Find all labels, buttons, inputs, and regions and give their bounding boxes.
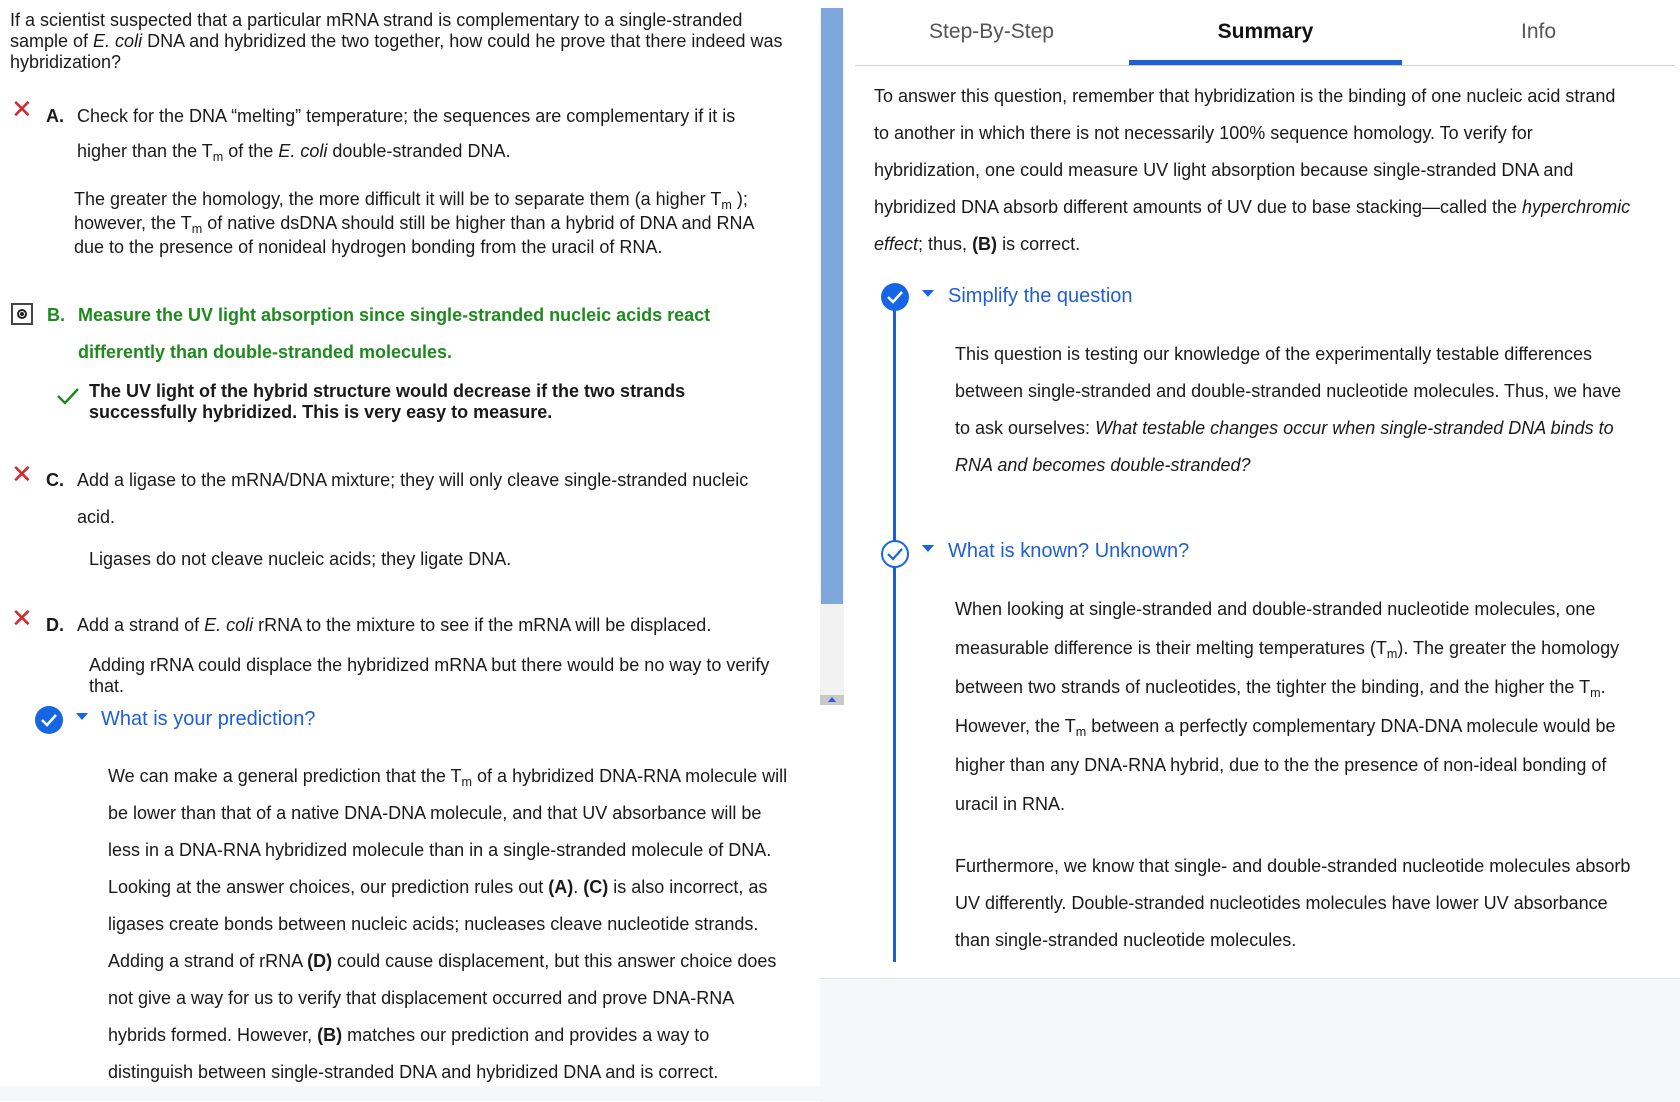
simplify-line bbox=[955, 447, 1670, 484]
option-c[interactable] bbox=[77, 470, 817, 528]
text-part: to ask ourselves: bbox=[955, 418, 1096, 438]
option-a-italic: E. coli bbox=[278, 141, 328, 161]
expl-line: that. bbox=[89, 676, 125, 696]
simplify-line: between single-stranded and double-stranded nucleotide molecules. Thus, we have bbox=[955, 381, 1622, 401]
option-a[interactable] bbox=[77, 106, 817, 162]
tab-step-by-step[interactable]: Step-By-Step bbox=[929, 20, 1054, 43]
text-part: between two strands of nucleotides, the tighter the binding, and the higher the T bbox=[955, 677, 1591, 697]
known-unknown-toggle[interactable]: What is known? Unknown? bbox=[948, 540, 1190, 562]
text-part: We can make a general prediction that the T bbox=[108, 766, 462, 786]
check-glyph-icon bbox=[881, 283, 909, 311]
known-line: UV differently. Double-stranded nucleotides molecules have lower UV absorbance bbox=[955, 893, 1608, 913]
prediction-toggle[interactable]: What is your prediction? bbox=[101, 708, 316, 730]
question-line-3: hybridization? bbox=[10, 52, 122, 72]
bold-ref: (A) bbox=[548, 877, 574, 897]
wrong-x-icon: ✕ bbox=[11, 94, 33, 124]
expl-line: Adding rRNA could displace the hybridized mRNA but there would be no way to verify bbox=[89, 655, 770, 675]
expl-line: successfully hybridized. This is very easy to measure. bbox=[89, 402, 553, 422]
expl-line bbox=[74, 211, 814, 235]
question-text-part: sample of bbox=[10, 31, 94, 51]
option-c-line-1: Add a ligase to the mRNA/DNA mixture; they will only cleave single-stranded nucleic bbox=[77, 470, 749, 490]
text-part: is also incorrect, as bbox=[608, 877, 768, 897]
text-part: ). The greater the homology bbox=[1397, 638, 1620, 658]
expl-line: The UV light of the hybrid structure would decrease if the two strands bbox=[89, 381, 686, 401]
subscript: m bbox=[212, 150, 224, 164]
checkmark-icon bbox=[56, 386, 80, 406]
prediction-line: ligases create bonds between nucleic acids; nucleases cleave nucleotide strands. bbox=[108, 914, 759, 934]
expl-part: however, the T bbox=[74, 213, 192, 233]
option-d-text-part: Add a strand of bbox=[77, 615, 205, 635]
outlined-check-icon bbox=[881, 540, 909, 568]
summary-line: to another in which there is not necessarily 100% sequence homology. To verify for bbox=[874, 123, 1533, 143]
subscript: m bbox=[1075, 725, 1087, 739]
bold-ref: (C) bbox=[583, 877, 609, 897]
expl-part: The greater the homology, the more difficult it will be to separate them (a higher T bbox=[74, 189, 722, 209]
option-d[interactable] bbox=[77, 615, 817, 636]
prediction-line bbox=[108, 869, 818, 906]
check-glyph-icon bbox=[883, 542, 907, 566]
question-pane bbox=[0, 0, 820, 1101]
known-line: higher than any DNA-RNA hybrid, due to the the presence of non-ideal bonding of bbox=[955, 755, 1607, 775]
question-text-part: DNA and hybridized the two together, how could he prove that there indeed was bbox=[142, 31, 783, 51]
completed-check-icon bbox=[881, 283, 909, 311]
wrong-x-icon: ✕ bbox=[11, 603, 33, 633]
summary-paragraph bbox=[874, 78, 1674, 263]
option-c-explanation: Ligases do not cleave nucleic acids; they ligate DNA. bbox=[89, 549, 512, 569]
known-line: Furthermore, we know that single- and double-stranded nucleotide molecules absorb bbox=[955, 856, 1631, 876]
simplify-toggle[interactable]: Simplify the question bbox=[948, 285, 1133, 307]
question-line-1: If a scientist suspected that a particular mRNA strand is complementary to a single-stranded bbox=[10, 10, 743, 30]
summary-line: hybridization, one could measure UV light absorption because single-stranded DNA and bbox=[874, 160, 1574, 180]
text-part: measurable difference is their melting temperatures (T bbox=[955, 638, 1387, 658]
expl-part: of native dsDNA should still be higher than a hybrid of DNA and RNA bbox=[202, 213, 755, 233]
selected-radio-button[interactable] bbox=[11, 303, 33, 325]
option-a-line-2 bbox=[77, 141, 817, 162]
caret-down-icon[interactable] bbox=[76, 713, 88, 720]
option-c-letter: C. bbox=[46, 470, 64, 490]
scrollbar-thumb[interactable] bbox=[821, 8, 843, 604]
text-part: Looking at the answer choices, our prediction rules out bbox=[108, 877, 549, 897]
italic-term: effect bbox=[874, 234, 919, 254]
step-timeline bbox=[893, 300, 896, 962]
simplify-line bbox=[955, 410, 1670, 447]
check-glyph-icon bbox=[35, 706, 63, 734]
text-part: . bbox=[1600, 677, 1606, 697]
prediction-line bbox=[108, 758, 818, 795]
prediction-line bbox=[108, 943, 818, 980]
option-b[interactable] bbox=[78, 305, 818, 363]
summary-line bbox=[874, 189, 1674, 226]
tab-summary[interactable]: Summary bbox=[1217, 20, 1314, 43]
wrong-x-icon: ✕ bbox=[11, 459, 33, 489]
scroll-up-arrow[interactable] bbox=[820, 695, 844, 705]
question-text bbox=[10, 10, 810, 73]
option-d-letter: D. bbox=[46, 615, 64, 635]
left-footer-strip bbox=[0, 1086, 820, 1101]
known-body bbox=[955, 590, 1670, 959]
known-line bbox=[955, 707, 1670, 746]
known-line: When looking at single-stranded and double-stranded nucleotide molecules, one bbox=[955, 599, 1596, 619]
option-b-line-2: differently than double-stranded molecules. bbox=[78, 342, 453, 362]
prediction-line: less in a DNA-RNA hybridized molecule than in a single-stranded molecule of DNA. bbox=[108, 840, 772, 860]
option-a-text-part: double-stranded DNA. bbox=[327, 141, 511, 161]
expl-part: ); bbox=[731, 189, 748, 209]
radio-dot-icon bbox=[17, 309, 27, 319]
bold-ref: (D) bbox=[307, 951, 333, 971]
prediction-body bbox=[108, 758, 818, 1091]
subscript: m bbox=[1386, 647, 1398, 661]
subscript: m bbox=[721, 198, 732, 212]
paragraph-gap bbox=[955, 824, 1670, 848]
option-b-explanation bbox=[89, 381, 809, 423]
option-d-italic: E. coli bbox=[204, 615, 254, 635]
arrow-up-icon bbox=[828, 697, 836, 702]
summary-line bbox=[874, 226, 1674, 263]
prediction-line: be lower than that of a native DNA-DNA molecule, and that UV absorbance will be bbox=[108, 803, 762, 823]
prediction-line bbox=[108, 1017, 818, 1054]
known-line: than single-stranded nucleotide molecules. bbox=[955, 930, 1297, 950]
bold-ref: (B) bbox=[317, 1025, 343, 1045]
expl-line: due to the presence of nonideal hydrogen bonding from the uracil of RNA. bbox=[74, 237, 663, 257]
text-part: . bbox=[573, 877, 584, 897]
text-part: ; thus, bbox=[918, 234, 973, 254]
active-tab-indicator bbox=[1129, 60, 1402, 65]
option-c-line-2: acid. bbox=[77, 507, 116, 527]
subscript: m bbox=[191, 222, 203, 236]
right-footer-area bbox=[820, 978, 1680, 1102]
text-part: hybrids formed. However, bbox=[108, 1025, 318, 1045]
text-part: matches our prediction and provides a way to bbox=[342, 1025, 710, 1045]
text-part: is correct. bbox=[997, 234, 1081, 254]
question-italic: E. coli bbox=[93, 31, 143, 51]
subscript: m bbox=[461, 775, 473, 789]
text-part: Adding a strand of rRNA bbox=[108, 951, 308, 971]
completed-check-icon bbox=[35, 706, 63, 734]
simplify-body bbox=[955, 336, 1670, 484]
option-a-letter: A. bbox=[46, 106, 64, 126]
text-part: of a hybridized DNA-RNA molecule will bbox=[472, 766, 788, 786]
bold-ref: (B) bbox=[972, 234, 998, 254]
summary-line: To answer this question, remember that hybridization is the binding of one nucleic acid strand bbox=[874, 86, 1616, 106]
option-b-letter: B. bbox=[47, 305, 65, 325]
tabs-divider bbox=[855, 65, 1675, 66]
known-line bbox=[955, 629, 1670, 668]
option-a-line-1: Check for the DNA “melting” temperature; the sequences are complementary if it is bbox=[77, 106, 736, 126]
question-line-2 bbox=[10, 31, 810, 52]
known-line: uracil in RNA. bbox=[955, 794, 1066, 814]
caret-down-icon[interactable] bbox=[922, 290, 934, 297]
simplify-line: This question is testing our knowledge of the experimentally testable differences bbox=[955, 344, 1593, 364]
prediction-line: not give a way for us to verify that displacement occurred and prove DNA-RNA bbox=[108, 988, 735, 1008]
prediction-line: distinguish between single-stranded DNA and hybridized DNA and is correct. bbox=[108, 1062, 719, 1082]
italic-term: hyperchromic bbox=[1522, 197, 1631, 217]
caret-down-icon[interactable] bbox=[922, 545, 934, 552]
option-a-text-part: higher than the T bbox=[77, 141, 213, 161]
text-part: However, the T bbox=[955, 716, 1076, 736]
option-b-line-1: Measure the UV light absorption since single-stranded nucleic acids react bbox=[78, 305, 711, 325]
option-a-explanation bbox=[74, 187, 814, 259]
italic-question: RNA and becomes double-stranded? bbox=[955, 455, 1251, 475]
option-a-text-part: of the bbox=[223, 141, 279, 161]
text-part: between a perfectly complementary DNA-DNA molecule would be bbox=[1086, 716, 1616, 736]
text-part: hybridized DNA absorb different amounts of UV due to base stacking—called the bbox=[874, 197, 1523, 217]
expl-line bbox=[74, 187, 814, 211]
text-part: could cause displacement, but this answer choice does bbox=[332, 951, 777, 971]
subscript: m bbox=[1590, 686, 1601, 700]
italic-question: What testable changes occur when single-stranded DNA binds to bbox=[1095, 418, 1614, 438]
known-line bbox=[955, 668, 1670, 707]
option-d-explanation bbox=[89, 655, 809, 697]
option-d-text-part: rRNA to the mixture to see if the mRNA will be displaced. bbox=[253, 615, 712, 635]
tab-info[interactable]: Info bbox=[1520, 20, 1557, 43]
